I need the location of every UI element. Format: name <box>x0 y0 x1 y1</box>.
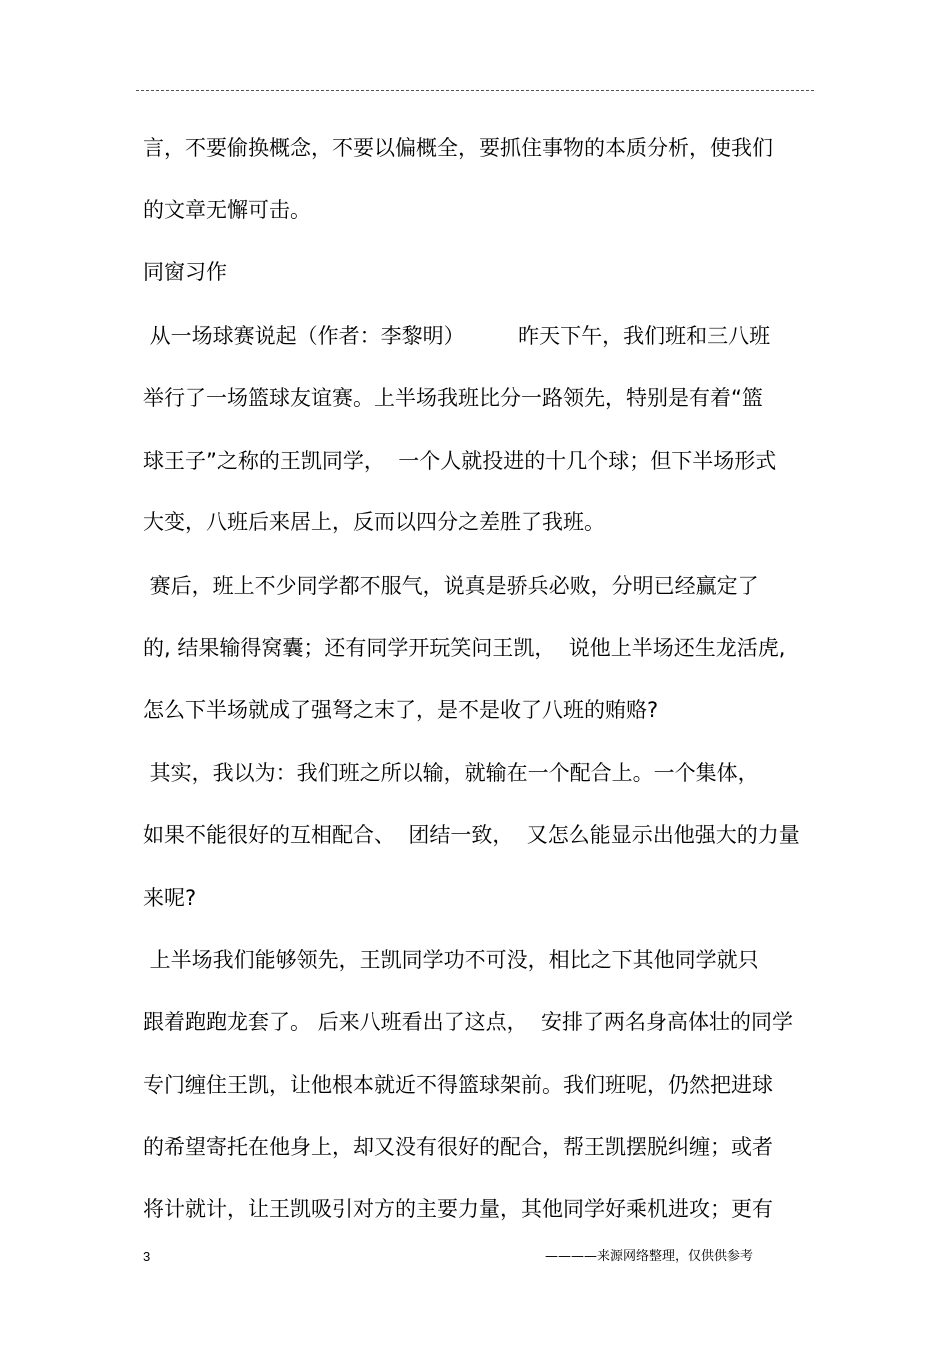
text-line: 言，不要偷换概念，不要以偏概全，要抓住事物的本质分析，使我们 <box>143 136 773 160</box>
text-line: 举行了一场篮球友谊赛。上半场我班比分一路领先，特别是有着“篮 <box>143 386 763 410</box>
text-line: 如果不能很好的互相配合、 团结一致， 又怎么能显示出他强大的力量 <box>143 823 800 847</box>
page-number: 3 <box>143 1249 151 1264</box>
text-line: 跟着跑跑龙套了。 后来八班看出了这点， 安排了两名身高体壮的同学 <box>143 1010 794 1034</box>
text-line: 赛后，班上不少同学都不服气，说真是骄兵必败，分明已经赢定了 <box>143 574 759 598</box>
text-line: 大变，八班后来居上，反而以四分之差胜了我班。 <box>143 510 605 534</box>
header-divider <box>136 90 814 91</box>
text-line: 上半场我们能够领先，王凯同学功不可没，相比之下其他同学就只 <box>143 948 759 972</box>
text-line: 来呢? <box>143 886 197 910</box>
text-line: 其实，我以为：我们班之所以输，就输在一个配合上。一个集体， <box>143 761 759 785</box>
section-heading: 同窗习作 <box>143 260 227 284</box>
text-line: 怎么下半场就成了强弩之末了，是不是收了八班的贿赂? <box>143 698 659 722</box>
text-line: 的希望寄托在他身上，却又没有很好的配合，帮王凯摆脱纠缠；或者 <box>143 1135 773 1159</box>
text-line: 球王子”之称的王凯同学， 一个人就投进的十几个球；但下半场形式 <box>143 449 777 473</box>
footer-note: ————来源网络整理，仅供供参考 <box>545 1249 754 1264</box>
text-line: 的, 结果输得窝囊；还有同学开玩笑问王凯， 说他上半场还生龙活虎, <box>143 636 786 660</box>
text-line: 从一场球赛说起（作者：李黎明） 昨天下午，我们班和三八班 <box>143 324 771 348</box>
text-line: 专门缠住王凯，让他根本就近不得篮球架前。我们班呢，仍然把进球 <box>143 1073 773 1097</box>
text-line: 将计就计，让王凯吸引对方的主要力量，其他同学好乘机进攻；更有 <box>143 1197 773 1221</box>
text-line: 的文章无懈可击。 <box>143 198 311 222</box>
